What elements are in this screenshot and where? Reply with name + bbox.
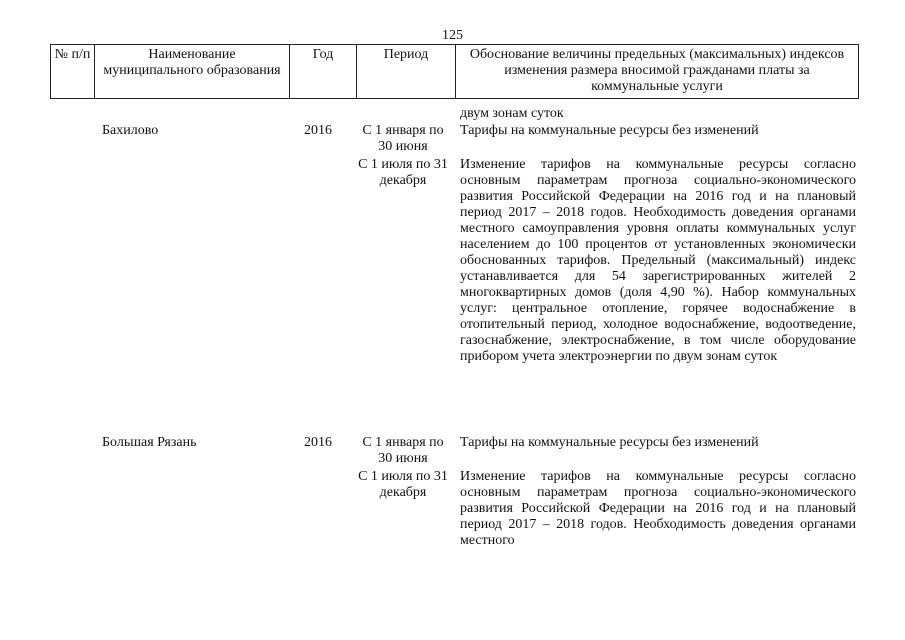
row-period: С 1 января по 30 июня	[362, 435, 444, 466]
header-period: Период	[357, 45, 456, 99]
municipality-name: Большая Рязань	[102, 435, 197, 450]
header-number: № п/п	[51, 45, 95, 99]
row-period: С 1 января по 30 июня	[362, 123, 444, 154]
row-period: С 1 июля по 31 декабря	[358, 469, 448, 500]
row-year: 2016	[304, 435, 332, 450]
row-justification: Изменение тарифов на коммунальные ресурсы согласно основным параметрам прогноза социально-экономического развития Российской Федерации на 2016 год и на плановый период 2017 – 2018 годов. Необходимость доведения органами местного	[460, 469, 856, 548]
row-justification: Тарифы на коммунальные ресурсы без изменений	[460, 435, 759, 450]
table-header	[50, 44, 859, 99]
row-justification: Изменение тарифов на коммунальные ресурсы согласно основным параметрам прогноза социально-экономического развития Российской Федерации на 2016 год и на плановый период 2017 – 2018 годов. Необходимость доведения органами местного самоуправления уровня оплаты коммунальных услуг населением до 100 процентов от установленных экономически обоснованных тарифов. Предельный (максимальный) индекс устанавливается для 54 зарегистрированных жителей 2 многоквартирных домов (доля 4,90 %). Набор коммунальных услуг: центральное отопление, горячее водоснабжение в отопительный период, холодное водоснабжение, водоотведение, газоснабжение, электроснабжение, в том числе оборудование прибором учета электроэнергии по двум зонам суток	[460, 157, 856, 364]
row-justification: Тарифы на коммунальные ресурсы без изменений	[460, 123, 759, 138]
row-period: С 1 июля по 31 декабря	[358, 157, 448, 188]
municipality-name: Бахилово	[102, 123, 159, 138]
header-year: Год	[290, 45, 357, 99]
header-municipality: Наименование муниципального образования	[95, 45, 290, 99]
page-number: 125	[442, 28, 463, 43]
continuation-text: двум зонам суток	[460, 106, 564, 121]
header-justification: Обоснование величины предельных (максимальных) индексов изменения размера вносимой гражданами платы за коммунальные услуги	[456, 45, 859, 99]
row-year: 2016	[304, 123, 332, 138]
